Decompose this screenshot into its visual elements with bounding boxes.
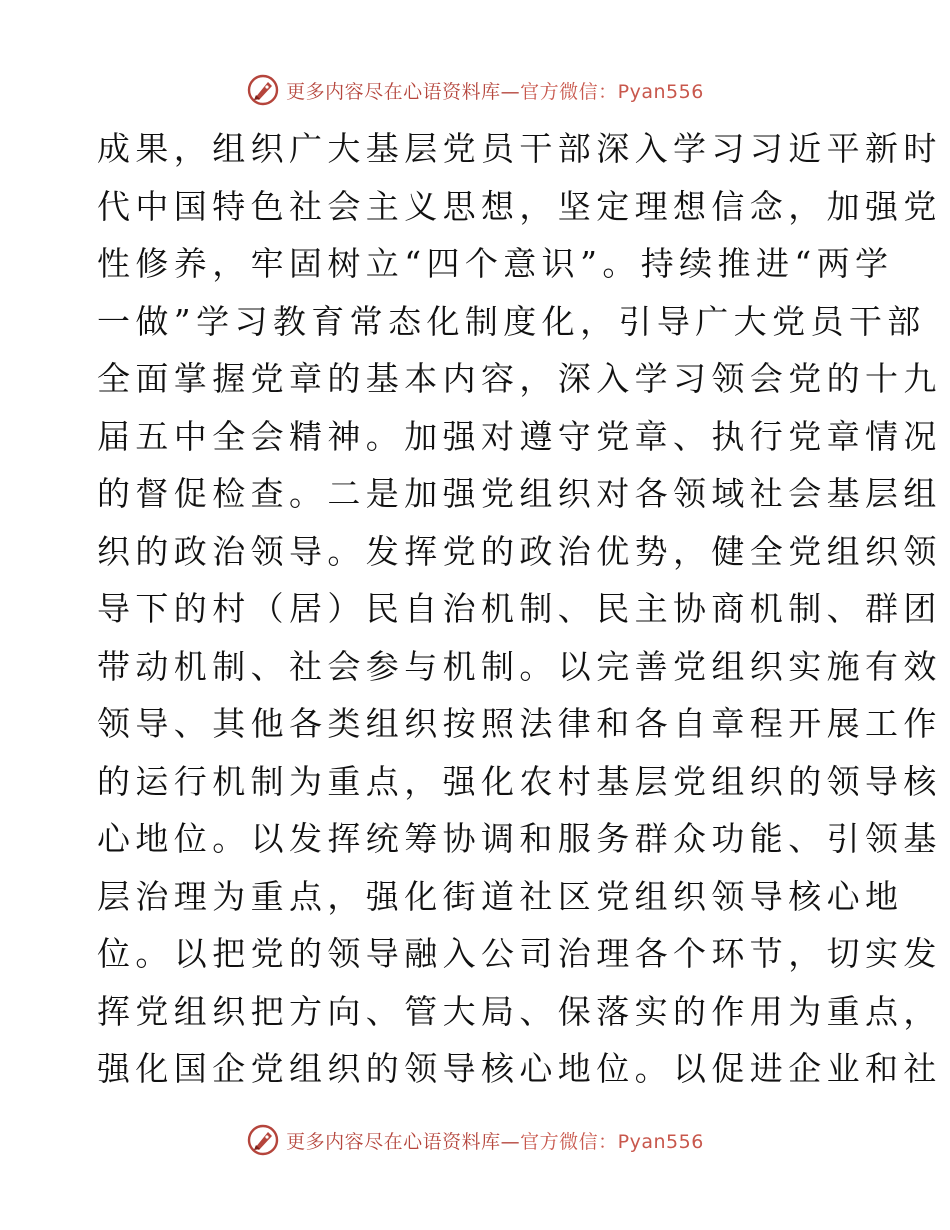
text-line: 性修养，牢固树立“四个意识”。持续推进“两学: [97, 244, 894, 283]
header-brand-separator: —: [500, 80, 521, 103]
text-line: 位。以把党的领导融入公司治理各个环节，切实发: [97, 934, 942, 973]
text-line: 层治理为重点，强化街道社区党组织领导核心地: [97, 876, 904, 916]
header-watermark: [0, 70, 950, 110]
text-line: 成果，组织广大基层党员干部深入学习习近平新时: [97, 129, 942, 168]
header-brand-wechat: 官方微信：Pyan556: [520, 80, 704, 103]
text-line: 的运行机制为重点，强化农村基层党组织的领导核: [97, 761, 942, 801]
text-line: 心地位。以发挥统筹协调和服务群众功能、引领基: [97, 819, 942, 858]
text-line: 全面掌握党章的基本内容，深入学习领会党的十九: [97, 359, 942, 398]
header-brand-main: 更多内容尽在心语资料库: [286, 80, 501, 103]
footer-brand-main: 更多内容尽在心语资料库: [286, 1130, 501, 1153]
text-line: 届五中全会精神。加强对遵守党章、执行党章情况: [97, 416, 942, 456]
text-line: 挥党组织把方向、管大局、保落实的作用为重点，: [97, 991, 942, 1031]
footer-brand-separator: —: [500, 1130, 521, 1153]
footer-watermark: [0, 1120, 950, 1160]
text-line: 领导、其他各类组织按照法律和各自章程开展工作: [97, 704, 942, 743]
body-text: [97, 120, 942, 1098]
text-line: 导下的村（居）民自治机制、民主协商机制、群团: [97, 589, 942, 628]
text-line: 一做”学习教育常态化制度化，引导广大党员干部: [97, 301, 926, 341]
text-line: 代中国特色社会主义思想，坚定理想信念，加强党: [97, 186, 942, 226]
pen-nib-logo-icon: [246, 1123, 280, 1157]
text-line: 的督促检查。二是加强党组织对各领域社会基层组: [97, 474, 942, 513]
text-line: 织的政治领导。发挥党的政治优势，健全党组织领: [97, 531, 942, 571]
pen-nib-logo-icon: [246, 73, 280, 107]
footer-brand-wechat: 官方微信：Pyan556: [520, 1130, 704, 1153]
text-line: 带动机制、社会参与机制。以完善党组织实施有效: [97, 646, 942, 686]
text-line: 强化国企党组织的领导核心地位。以促进企业和社: [97, 1049, 942, 1088]
